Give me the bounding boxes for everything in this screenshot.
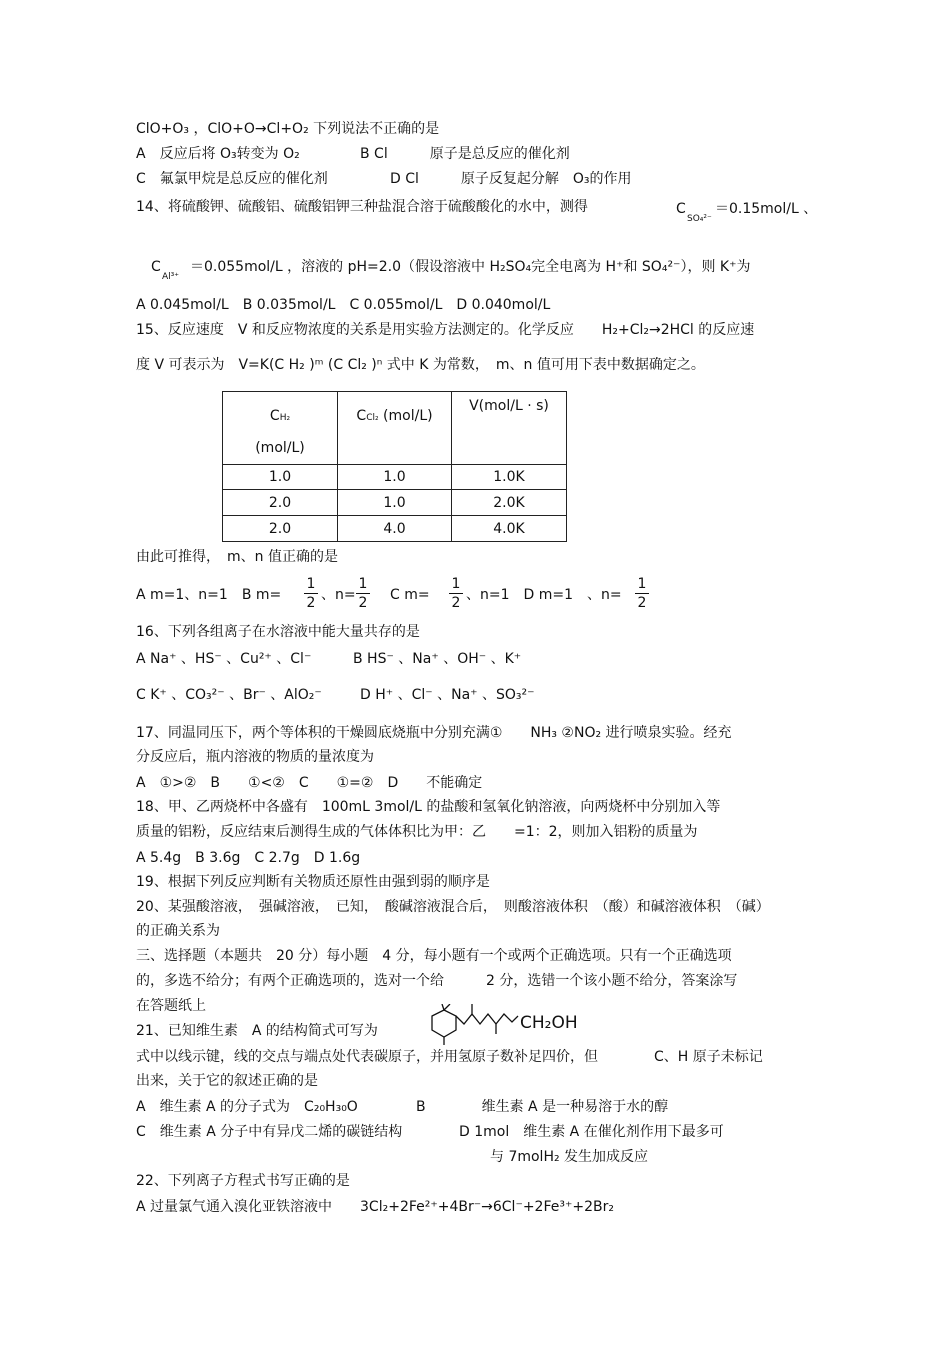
question-14: 14、将硫酸钾、硫酸铝、硫酸铝钾三种盐混合溶于硫酸酸化的水中，测得 [136,199,588,215]
question-19: 19、根据下列反应判断有关物质还原性由强到弱的顺序是 [136,874,490,890]
aluminum-subscript: Al³⁺ [162,272,180,282]
table-cell: 2.0K [452,490,567,516]
table-cell: 4.0K [452,516,567,542]
sulfate-value: ＝0.15mol/L 、 [715,201,818,217]
chain [456,1014,518,1024]
question-16: 16、下列各组离子在水溶液中能大量共存的是 [136,624,420,640]
table-cell: 1.0 [223,465,338,490]
table-cell: 1.0K [452,465,567,490]
option-c: C K⁺ 、CO₃²⁻ 、Br⁻ 、AlO₂⁻ [136,687,322,703]
data-table [222,391,567,542]
question-20: 20、某强酸溶液， 强碱溶液， 已知， 酸碱溶液混合后， 则酸溶液体积 （酸）和碱溶液体积 （碱） [136,899,770,915]
question-14-cont: ＝0.055mol/L ，溶液的 pH=2.0（假设溶液中 H₂SO₄完全电离为 H⁺和 SO₄²⁻），则 K⁺为 [190,259,751,275]
option-c: C 氟氯甲烷是总反应的催化剂 [136,171,328,187]
question-21-cont: 式中以线示键，线的交点与端点处代表碳原子，并用氢原子数补足四价，但 C、H 原子未标记 [136,1049,763,1065]
question-18-cont: 质量的铝粉，反应结束后测得生成的气体体积比为甲：乙 =1：2，则加入铝粉的质量为 [136,824,698,840]
option-d: D 1mol 维生素 A 在催化剂作用下最多可 [459,1124,724,1140]
table-cell: 2.0 [223,490,338,516]
table-row [223,516,567,542]
option-text: 、n=1 D m=1 、n= [466,587,622,603]
table-header-h2: CH₂ (mol/L) [223,392,338,465]
section-3-text: 的，多选不给分；有两个正确选项的，选对一个给 2 分，选错一个该小题不给分，答案涂写 [136,973,738,989]
bond [442,1004,444,1010]
table-cell: 4.0 [338,516,452,542]
option-a: A Na⁺ 、HS⁻ 、Cu²⁺ 、Cl⁻ [136,651,312,667]
hydroxymethyl-group: CH₂OH [520,1013,578,1033]
fraction: 1 2 [304,576,318,611]
vitamin-a-structure [420,1004,525,1046]
option-a: A 过量氯气通入溴化亚铁溶液中 3Cl₂+2Fe²⁺+4Br⁻→6Cl⁻+2Fe³⁺+2Br₂ [136,1199,614,1215]
question-15-prompt: 由此可推得， m、n 值正确的是 [136,549,338,565]
option-text: 、n= [321,587,356,603]
question-18-options: A 5.4g B 3.6g C 2.7g D 1.6g [136,850,361,866]
option-a: A 反应后将 O₃转变为 O₂ [136,146,300,162]
section-3-heading: 三、选择题（本题共 20 分）每小题 4 分，每小题有一个或两个正确选项。只有一个正确选项 [136,948,732,964]
fraction: 1 2 [635,576,649,611]
option-d-cont: 与 7molH₂ 发生加成反应 [490,1149,649,1165]
text-line: ClO+O₃ ，ClO+O→Cl+O₂ 下列说法不正确的是 [136,121,440,137]
question-21: 21、已知维生素 A 的结构简式可写为 [136,1023,378,1039]
table-cell: 1.0 [338,490,452,516]
question-15-option-ab: A m=1、n=1 B m= [136,587,282,603]
table-cell: 2.0 [223,516,338,542]
option-b: B 维生素 A 是一种易溶于水的醇 [416,1099,669,1115]
question-22: 22、下列离子方程式书写正确的是 [136,1173,350,1189]
concentration-symbol: C [676,201,686,217]
fraction: 1 2 [449,576,463,611]
table-row [223,465,567,490]
option-text: C m= [390,587,430,603]
option-b: B HS⁻ 、Na⁺ 、OH⁻ 、K⁺ [353,651,522,667]
ring [432,1010,456,1037]
question-17: 17、同温同压下，两个等体积的干燥圆底烧瓶中分别充满① NH₃ ②NO₂ 进行喷泉实验。经充 [136,725,732,741]
table-header-cl2: CCl₂ (mol/L) [338,392,452,465]
question-15-cont: 度 V 可表示为 V=K(C H₂ )ᵐ (C Cl₂ )ⁿ 式中 K 为常数， m、n 值可用下表中数据确定之。 [136,357,705,373]
section-3-text: 在答题纸上 [136,998,206,1014]
question-20-cont: 的正确关系为 [136,923,220,939]
concentration-symbol: C [151,259,161,275]
table-header-rate: V(mol/L · s) [452,392,567,465]
question-15: 15、反应速度 V 和反应物浓度的关系是用实验方法测定的。化学反应 H₂+Cl₂→2HCl 的反应速 [136,322,755,338]
option-a: A 维生素 A 的分子式为 C₂₀H₃₀O [136,1099,358,1115]
option-d: D H⁺ 、Cl⁻ 、Na⁺ 、SO₃²⁻ [360,687,535,703]
sulfate-subscript: SO₄²⁻ [687,214,712,224]
question-21-cont: 出来，关于它的叙述正确的是 [136,1073,318,1089]
question-17-options: A ①>② B ①<② C ①=② D 不能确定 [136,775,483,791]
option-d: D Cl 原子反复起分解 O₃的作用 [390,171,632,187]
question-14-options: A 0.045mol/L B 0.035mol/L C 0.055mol/L D 0.040mol/L [136,297,551,313]
fraction: 1 2 [356,576,370,611]
question-17-cont: 分反应后，瓶内溶液的物质的量浓度为 [136,749,374,765]
option-c: C 维生素 A 分子中有异戊二烯的碳链结构 [136,1124,403,1140]
question-18: 18、甲、乙两烧杯中各盛有 100mL 3mol/L 的盐酸和氢氧化钠溶液，向两烧杯中分别加入等 [136,799,721,815]
option-b: B Cl 原子是总反应的催化剂 [360,146,570,162]
table-cell: 1.0 [338,465,452,490]
table-row [223,490,567,516]
bond [444,1004,450,1010]
